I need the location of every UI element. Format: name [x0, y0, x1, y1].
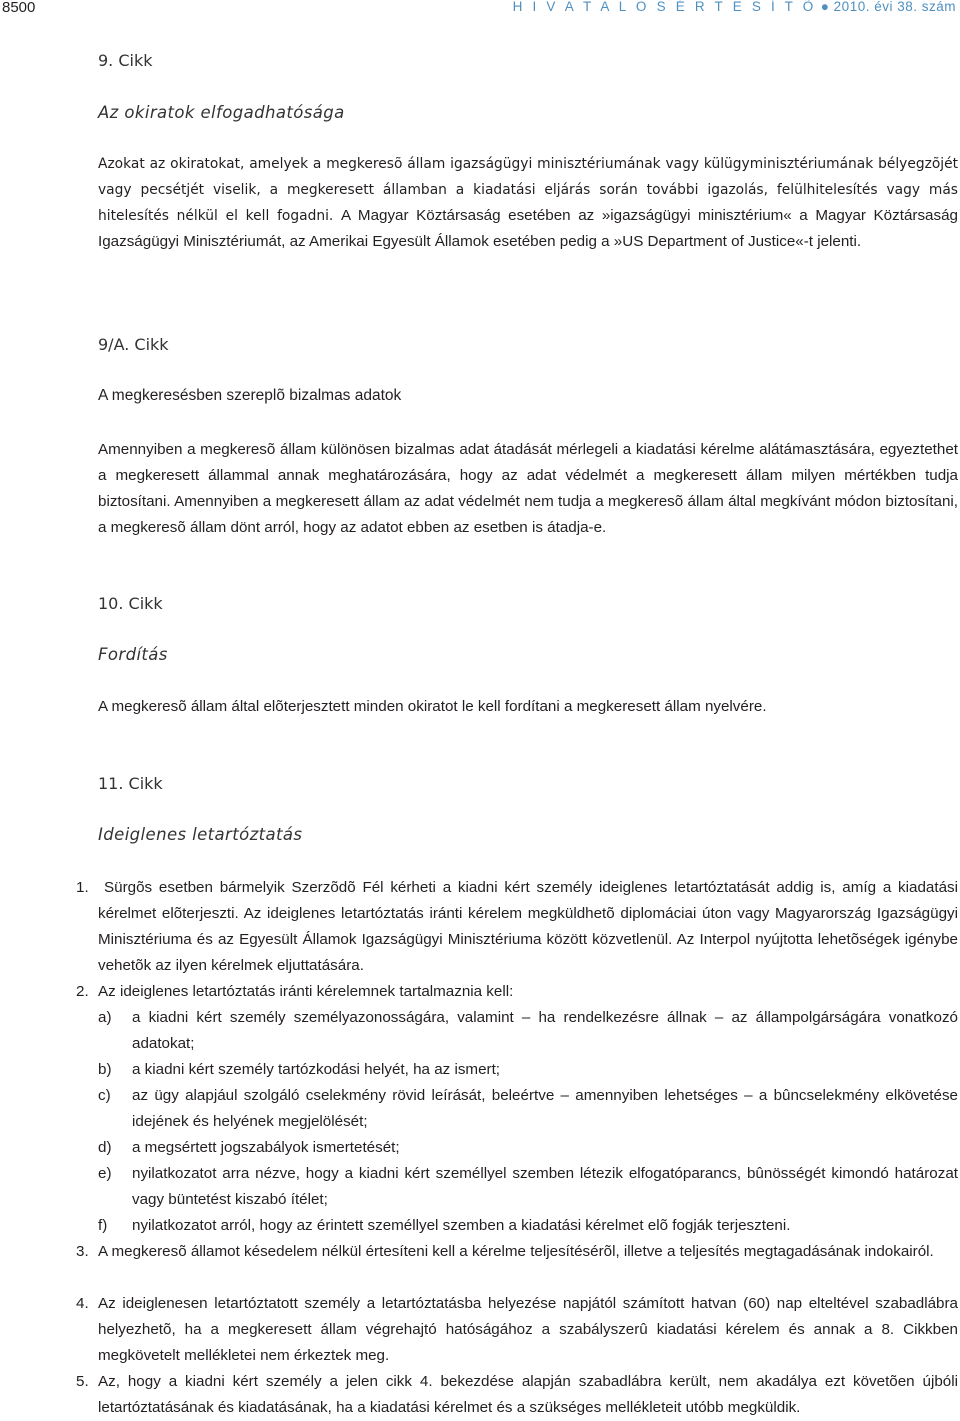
- running-header: H I V A T A L O S É R T E S Í T Õ ● 2010. évi 38. szám: [512, 0, 956, 14]
- article-9-paragraph-2: A Magyar Köztársaság esetében az »igazságügyi minisztérium« a Magyar Köztársaság Igazságügyi Minisztériumát, az Amerikai Egyesült Államok esetében pedig a »US Department of Justice«-t jelenti.: [98, 207, 958, 250]
- subitem-letter: d): [98, 1139, 112, 1156]
- subitem-letter: a): [98, 1009, 112, 1026]
- article-9a-paragraph: Amennyiben a megkeresõ állam különösen bizalmas adat átadását mérlegeli a kiadatási kérelme alátámasztására, egyeztethet a megkeresett állammal annak meghatározására, hogy az adat védelmét a megkeresett állam milyen mértékben tudja biztosítani. Amennyiben a megkeresett állam az adat védelmét nem tudja a megkeresõ állam által megkívánt módon biztosítani, a megkeresõ állam dönt arról, hogy az adatot ebben az esetben is átadja-e.: [98, 441, 958, 536]
- item-number: 4.: [76, 1295, 89, 1312]
- article-9a-heading: 9/A. Cikk: [98, 335, 169, 354]
- article-9-paragraph: [98, 151, 958, 255]
- page-number: 8500: [2, 0, 36, 16]
- publication-name: H I V A T A L O S É R T E S Í T Õ: [512, 0, 817, 14]
- list-item: Az ideiglenes letartóztatás iránti kérelemnek tartalmaznia kell:: [98, 983, 514, 1000]
- article-10-paragraph: A megkeresõ állam által elõterjesztett minden okiratot le kell fordítani a megkeresett állam nyelvére.: [98, 698, 767, 715]
- subitem-letter: f): [98, 1217, 108, 1234]
- subitem: a kiadni kért személy személyazonosságára, valamint – ha rendelkezésre állnak – az állampolgárságára vonatkozó adatokat;: [132, 1009, 958, 1052]
- article-11-title: Ideiglenes letartóztatás: [98, 825, 303, 844]
- list-item: A megkeresõ államot késedelem nélkül értesíteni kell a kérelme teljesítésérõl, illetve a teljesítés megtagadásának indokairól.: [98, 1243, 934, 1260]
- issue-number: 2010. évi 38. szám: [833, 0, 956, 14]
- article-10-heading: 10. Cikk: [98, 594, 163, 613]
- item-number: 5.: [76, 1373, 89, 1390]
- article-9-heading: 9. Cikk: [98, 51, 153, 70]
- article-9-title: Az okiratok elfogadhatósága: [98, 103, 345, 122]
- subitem-letter: c): [98, 1087, 111, 1104]
- subitem: a kiadni kért személy tartózkodási helyét, ha az ismert;: [132, 1061, 501, 1078]
- subitem-letter: e): [98, 1165, 112, 1182]
- item-number: 3.: [76, 1243, 89, 1260]
- subitem: a megsértett jogszabályok ismertetését;: [132, 1139, 400, 1156]
- article-11-heading: 11. Cikk: [98, 774, 163, 793]
- item-number: 1.: [76, 879, 89, 896]
- article-9a-title: A megkeresésben szereplõ bizalmas adatok: [98, 387, 402, 404]
- article-9-paragraph-1: Azokat az okiratokat, amelyek a megkeresõ állam igazságügyi minisztériumának vagy külügyminisztériumának bélyegzõjét vagy pecsétjét viselik, a megkeresett államban a kiadatási eljárás során további igazolás, felülhitelesítés vagy más hitelesítés nélkül el kell fogadni.: [98, 156, 958, 224]
- subitem: nyilatkozatot arra nézve, hogy a kiadni kért személlyel szemben létezik elfogatóparancs, bûnösségét kimondó határozat vagy büntetést kiszabó ítélet;: [132, 1165, 958, 1208]
- list-item: Az, hogy a kiadni kért személy a jelen cikk 4. bekezdése alapján szabadlábra került, nem akadálya ezt követõen újbóli letartóztatásának és kiadatásának, ha a kiadatási kérelmet és a szükséges mellékleteit utóbb megküldik.: [98, 1373, 958, 1416]
- subitem-letter: b): [98, 1061, 112, 1078]
- subitem: az ügy alapjául szolgáló cselekmény rövid leírását, beleértve – amennyiben lehetséges – a bûncselekmény elkövetése idejének és helyének megjelölését;: [132, 1087, 958, 1130]
- article-10-title: Fordítás: [98, 645, 168, 664]
- item-number: 2.: [76, 983, 89, 1000]
- list-item: Sürgõs esetben bármelyik Szerzõdõ Fél kérheti a kiadni kért személy ideiglenes letartóztatását addig is, amíg a kiadatási kérelmet elõterjeszti. Az ideiglenes letartóztatás iránti kérelem megküldhetõ diplomáciai úton vagy Magyarország Igazságügyi Minisztériuma és az Egyesült Államok Igazságügyi Minisztériuma között közvetlenül. Az Interpol nyújtotta lehetõségek igénybe vehetõk az ilyen kérelmek eljuttatására.: [98, 879, 958, 974]
- subitem: nyilatkozatot arról, hogy az érintett személlyel szemben a kiadatási kérelmet elõ fogják terjeszteni.: [132, 1217, 791, 1234]
- list-item: Az ideiglenesen letartóztatott személy a letartóztatásba helyezése napjától számított hatvan (60) nap elteltével szabadlábra helyezhetõ, ha a megkeresett állam végrehajtó hatóságához a szabályszerû kiadatási kérelem és annak a 8. Cikkben megkövetelt mellékletei nem érkeztek meg.: [98, 1295, 958, 1364]
